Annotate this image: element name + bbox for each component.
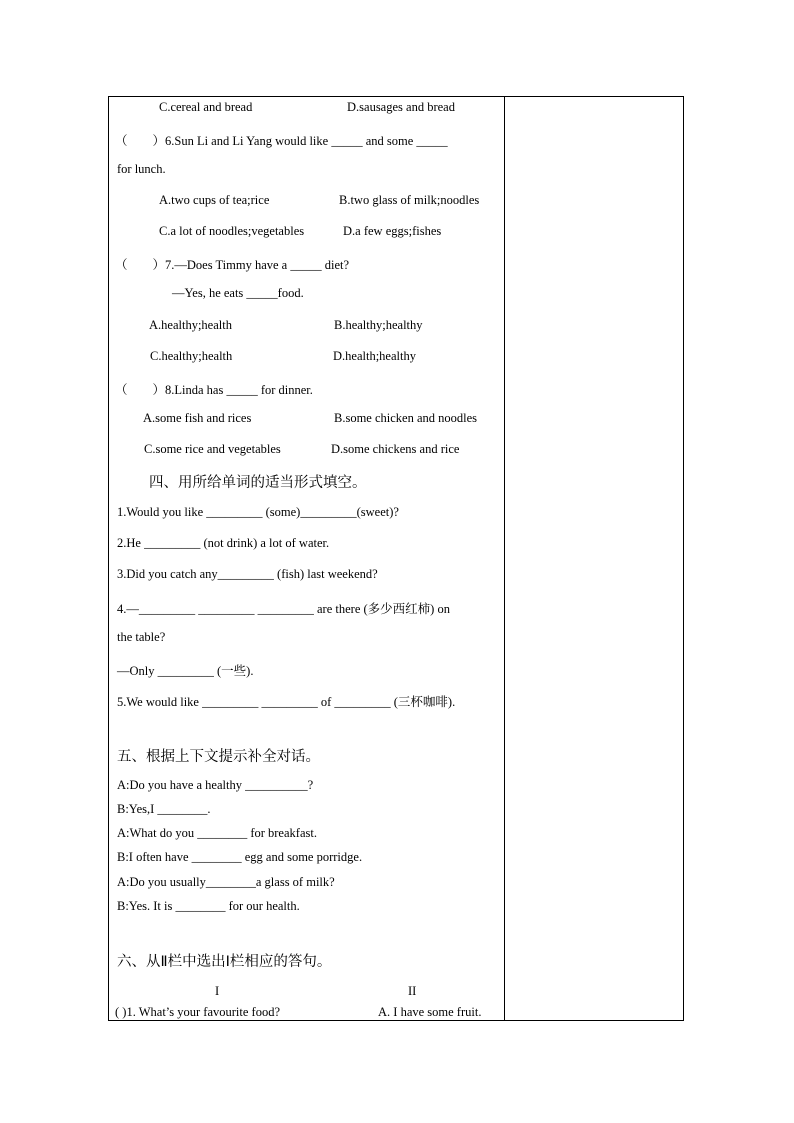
matching-question: ( )1. What’s your favourite food? — [115, 1005, 280, 1019]
q6-option-d: D.a few eggs;fishes — [343, 224, 442, 238]
q8-option-d: D.some chickens and rice — [331, 442, 460, 456]
column-divider — [504, 97, 505, 1020]
section-4-item-cont: the table? — [117, 630, 166, 644]
dialogue-line: A:What do you ________ for breakfast. — [117, 826, 317, 840]
q7-stem: （ ）7.—Does Timmy have a _____ diet? — [115, 258, 350, 272]
section-4-item: 5.We would like _________ _________ of _________ (三杯咖啡). — [117, 695, 456, 709]
column-ii-label: II — [408, 984, 417, 998]
dialogue-line: A:Do you usually________a glass of milk? — [117, 875, 335, 889]
q7-option-a: A.healthy;health — [149, 318, 232, 332]
q5-option-c: C.cereal and bread — [159, 100, 253, 114]
q6-option-c: C.a lot of noodles;vegetables — [159, 224, 305, 238]
dialogue-line: B:Yes. It is ________ for our health. — [117, 899, 300, 913]
worksheet-table — [108, 96, 684, 1021]
dialogue-line: B:Yes,I ________. — [117, 802, 211, 816]
q7-option-d: D.health;healthy — [333, 349, 416, 363]
q6-option-b: B.two glass of milk;noodles — [339, 193, 480, 207]
q8-option-a: A.some fish and rices — [143, 411, 252, 425]
q8-option-b: B.some chicken and noodles — [334, 411, 478, 425]
q7-stem-cont: —Yes, he eats _____food. — [172, 286, 304, 300]
q7-option-b: B.healthy;healthy — [334, 318, 423, 332]
dialogue-line: B:I often have ________ egg and some porridge. — [117, 850, 363, 864]
section-4-heading: 四、用所给单词的适当形式填空。 — [149, 475, 367, 491]
q8-option-c: C.some rice and vegetables — [144, 442, 281, 456]
section-4-item: —Only _________ (一些). — [117, 664, 254, 678]
section-4-item: 1.Would you like _________ (some)_________(sweet)? — [117, 505, 399, 519]
section-4-item: 4.—_________ _________ _________ are there (多少西红柿) on — [117, 602, 450, 616]
q7-option-c: C.healthy;health — [150, 349, 233, 363]
column-i-label: I — [215, 984, 220, 998]
section-6-heading: 六、从Ⅱ栏中选出Ⅰ栏相应的答句。 — [117, 954, 332, 970]
q6-stem-cont: for lunch. — [117, 162, 166, 176]
section-5-heading: 五、根据上下文提示补全对话。 — [117, 749, 320, 765]
q6-stem: （ ）6.Sun Li and Li Yang would like _____ and some _____ — [115, 134, 448, 148]
q5-option-d: D.sausages and bread — [347, 100, 455, 114]
section-4-item: 2.He _________ (not drink) a lot of water. — [117, 536, 330, 550]
q8-stem: （ ）8.Linda has _____ for dinner. — [115, 383, 313, 397]
section-4-item: 3.Did you catch any_________ (fish) last weekend? — [117, 567, 378, 581]
matching-answer: A. I have some fruit. — [378, 1005, 482, 1019]
q6-option-a: A.two cups of tea;rice — [159, 193, 270, 207]
dialogue-line: A:Do you have a healthy __________? — [117, 778, 314, 792]
